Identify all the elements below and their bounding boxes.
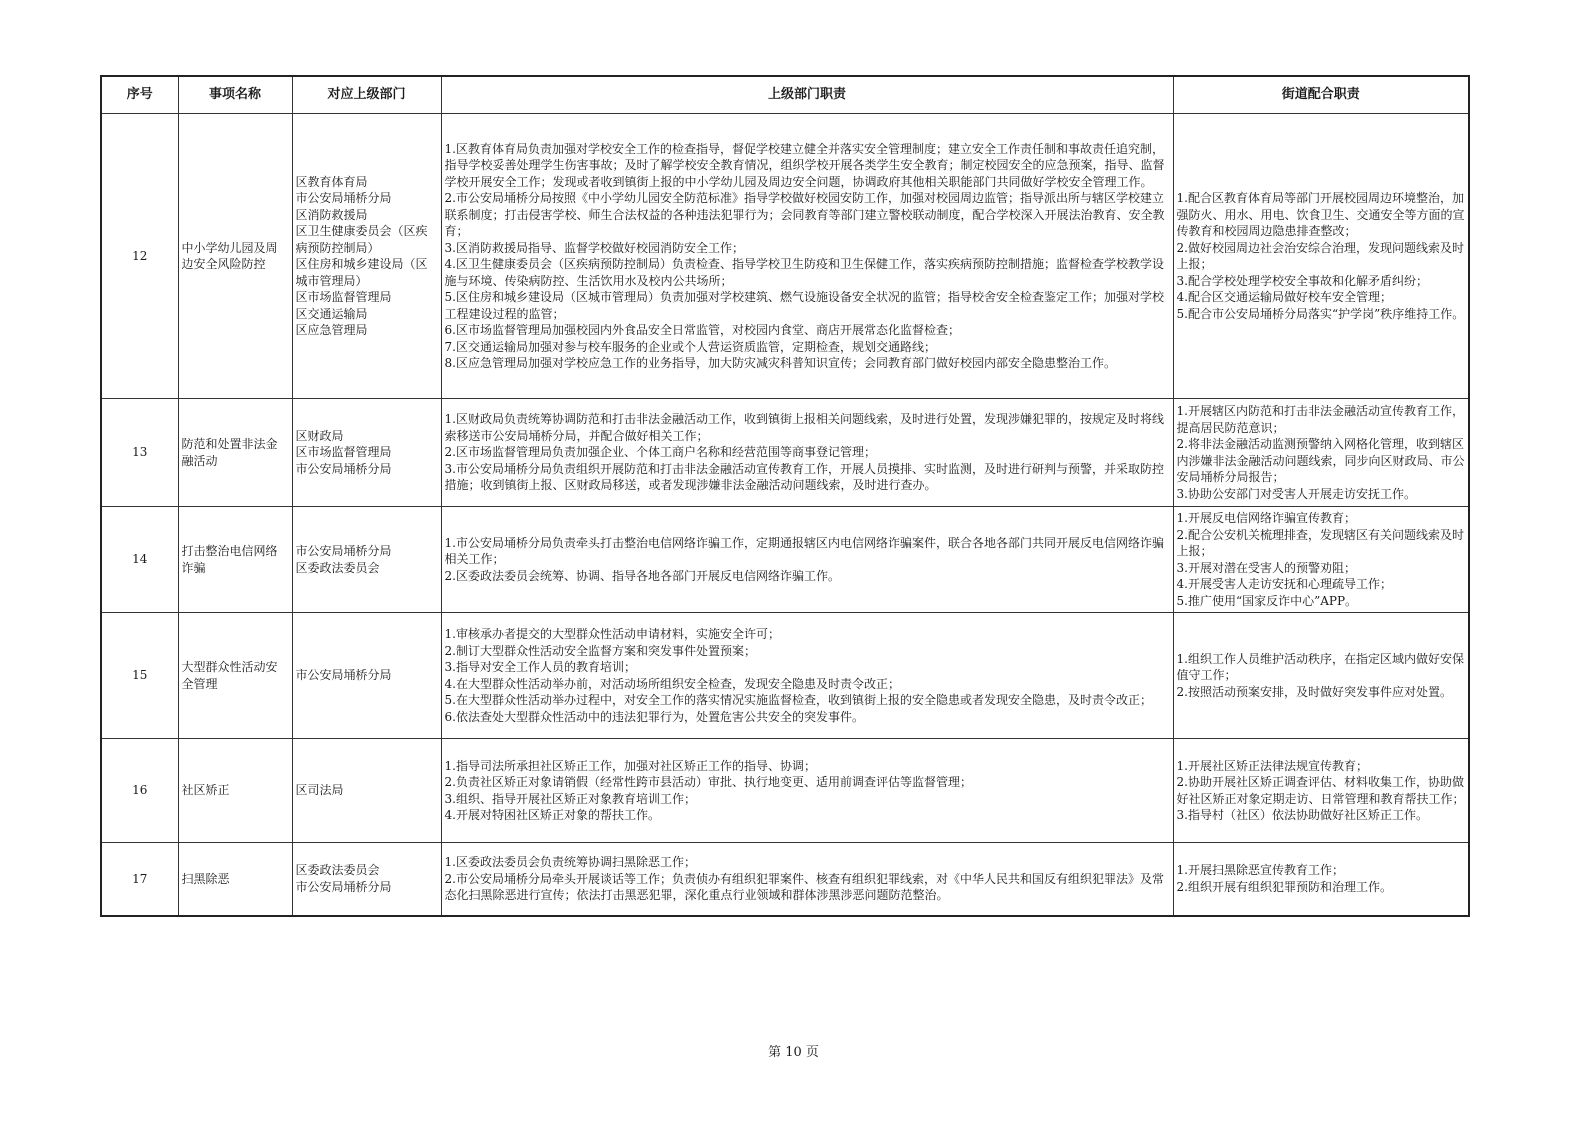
row-street-duties (1173, 739, 1469, 843)
row-item-name: 大型群众性活动安全管理 (178, 613, 292, 739)
row-upper-duties (441, 843, 1173, 916)
table-row (101, 843, 1469, 916)
upper-duty-item: 2.制订大型群众性活动安全监督方案和突发事件处置预案； (444, 643, 756, 658)
street-duty-item: 2.配合公安机关梳理排查，发现辖区有关问题线索及时上报； (1176, 527, 1464, 558)
page-number: 第 10 页 (768, 1045, 819, 1060)
upper-duty-item: 3.市公安局埇桥分局负责组织开展防范和打击非法金融活动宣传教育工作，开展人员摸排、实时监测，及时进行研判与预警，并采取防控措施；收到镇街上报、区财政局移送，或者发现涉嫌非法金融活动问题线索，及时进行查办。 (444, 461, 1164, 493)
upper-duty-item: 2.区市场监督管理局负责加强企业、个体工商户名称和经营范围等商事登记管理； (444, 445, 876, 460)
street-duty-item: 1.开展扫黑除恶宣传教育工作； (1176, 863, 1344, 878)
row-upper-duties (441, 399, 1173, 507)
table-body (101, 114, 1469, 916)
row-street-duties (1173, 613, 1469, 739)
street-duty-item: 4.配合区交通运输局做好校车安全管理； (1176, 290, 1392, 304)
row-seq: 13 (101, 399, 178, 507)
table-row (101, 613, 1469, 739)
upper-duty-item: 1.市公安局埇桥分局负责牵头打击整治电信网络诈骗工作，定期通报辖区内电信网络诈骗案件，联合各地各部门共同开展反电信网络诈骗相关工作； (444, 535, 1164, 567)
row-seq: 14 (101, 507, 178, 613)
department-name: 市公安局埇桥分局 (295, 879, 392, 894)
street-duty-item: 1.组织工作人员维护活动秩序，在指定区域内做好安保值守工作； (1176, 651, 1464, 683)
upper-duty-item: 2.负责社区矫正对象请销假（经常性跨市县活动）审批、执行地变更、适用前调查评估等监督管理； (444, 775, 972, 789)
row-upper-duties (441, 613, 1173, 739)
street-duty-item: 3.协助公安部门对受害人开展走访安抚工作。 (1176, 486, 1416, 501)
header-department: 对应上级部门 (292, 76, 441, 114)
department-name: 区市场监督管理局 (295, 445, 392, 460)
upper-duty-item: 1.指导司法所承担社区矫正工作，加强对社区矫正工作的指导、协调； (444, 758, 816, 773)
upper-duty-item: 3.组织、指导开展社区矫正对象教育培训工作； (444, 791, 696, 806)
upper-duty-item: 1.区教育体育局负责加强对学校安全工作的检查指导，督促学校建立健全并落实安全管理制度；建立安全工作责任制和事故责任追究制，指导学校妥善处理学生伤害事故；及时了解学校安全教育情况，组织学校开展各类学生安全教育；制定校园安全的应急预案，指导、监督学校开展安全工作；发现或者收到镇街上报的中小学幼儿园及周边安全问题，协调政府其他相关职能部门共同做好学校安全管理工作。 (444, 141, 1165, 189)
row-upper-duties (441, 114, 1173, 399)
upper-duty-item: 1.区委政法委员会负责统筹协调扫黑除恶工作； (444, 855, 696, 869)
upper-duty-item: 4.区卫生健康委员会（区疾病预防控制局）负责检查、指导学校卫生防疫和卫生保健工作，落实疾病预防控制措施；监督检查学校教学设施与环境、传染病防控、生活饮用水及校内公共场所； (444, 257, 1164, 288)
table-row (101, 507, 1469, 613)
upper-duty-item: 6.依法查处大型群众性活动中的违法犯罪行为，处置危害公共安全的突发事件。 (444, 709, 864, 724)
row-item-name: 中小学幼儿园及周边安全风险防控 (178, 114, 292, 399)
upper-duty-item: 5.在大型群众性活动举办过程中，对安全工作的落实情况实施监督检查，收到镇街上报的安全隐患或者发现安全隐患，及时责令改正； (444, 693, 1152, 707)
department-name: 区财政局 (295, 428, 344, 443)
street-duty-item: 3.开展对潜在受害人的预警劝阻； (1176, 560, 1356, 575)
row-departments (292, 613, 441, 739)
street-duty-item: 5.配合市公安局埇桥分局落实“护学岗”秩序维持工作。 (1176, 306, 1465, 321)
row-departments (292, 114, 441, 399)
department-name: 区消防救援局 (295, 207, 368, 222)
street-duty-item: 2.将非法金融活动监测预警纳入网格化管理，收到辖区内涉嫌非法金融活动问题线索，同步向区财政局、市公安局埇桥分局报告； (1176, 437, 1465, 484)
upper-duty-item: 1.区财政局负责统筹协调防范和打击非法金融活动工作，收到镇街上报相关问题线索，及时进行处置，发现涉嫌犯罪的，按规定及时将线索移送市公安局埇桥分局，并配合做好相关工作； (444, 412, 1164, 443)
table-row (101, 739, 1469, 843)
header-street-duties: 街道配合职责 (1173, 76, 1469, 114)
row-item-name: 社区矫正 (178, 739, 292, 843)
department-name: 市公安局埇桥分局 (295, 668, 392, 683)
row-seq: 15 (101, 613, 178, 739)
row-departments (292, 843, 441, 916)
department-name: 区卫生健康委员会（区疾病预防控制局） (295, 224, 428, 255)
row-departments (292, 507, 441, 613)
row-seq: 17 (101, 843, 178, 916)
upper-duty-item: 2.市公安局埇桥分局牵头开展谈话等工作；负责侦办有组织犯罪案件、核查有组织犯罪线索，对《中华人民共和国反有组织犯罪法》及常态化扫黑除恶进行宣传；依法打击黑恶犯罪，深化重点行业领域和群体涉黑涉恶问题防范整治。 (444, 871, 1164, 902)
department-name: 区交通运输局 (295, 306, 368, 321)
department-name: 区委政法委员会 (295, 863, 380, 878)
upper-duty-item: 5.区住房和城乡建设局（区城市管理局）负责加强对学校建筑、燃气设施设备安全状况的监管；指导校舍安全检查鉴定工作；加强对学校工程建设过程的监管； (444, 290, 1164, 321)
upper-duty-item: 7.区交通运输局加强对参与校车服务的企业或个人营运资质监管，定期检查，规划交通路线； (444, 339, 936, 354)
street-duty-item: 2.组织开展有组织犯罪预防和治理工作。 (1176, 879, 1392, 894)
department-name: 区应急管理局 (295, 323, 368, 337)
department-name: 区司法局 (295, 783, 344, 798)
row-street-duties (1173, 507, 1469, 613)
row-street-duties (1173, 114, 1469, 399)
department-name: 区委政法委员会 (295, 560, 380, 575)
department-name: 区教育体育局 (295, 174, 368, 189)
row-seq: 12 (101, 114, 178, 399)
upper-duty-item: 2.区委政法委员会统筹、协调、指导各地各部门开展反电信网络诈骗工作。 (444, 568, 840, 583)
header-seq: 序号 (101, 76, 178, 114)
row-upper-duties (441, 507, 1173, 613)
street-duty-item: 2.协助开展社区矫正调查评估、材料收集工作，协助做好社区矫正对象定期走访、日常管理和教育帮扶工作； (1176, 775, 1465, 806)
row-departments (292, 739, 441, 843)
upper-duty-item: 8.区应急管理局加强对学校应急工作的业务指导，加大防灾减灾科普知识宣传；会同教育部门做好校园内部安全隐患整治工作。 (444, 356, 1116, 370)
duty-table (100, 75, 1470, 917)
row-street-duties (1173, 843, 1469, 916)
row-item-name: 扫黑除恶 (178, 843, 292, 916)
table-row (101, 114, 1469, 399)
upper-duty-item: 3.区消防救援局指导、监督学校做好校园消防安全工作； (444, 240, 744, 255)
department-name: 区住房和城乡建设局（区城市管理局） (295, 257, 428, 288)
upper-duty-item: 2.市公安局埇桥分局按照《中小学幼儿园安全防范标准》指导学校做好校园安防工作，加强对校园周边监管；指导派出所与辖区学校建立联系制度；打击侵害学校、师生合法权益的各种违法犯罪行为；会同教育等部门建立警校联动制度，配合学校深入开展法治教育、安全教育； (444, 191, 1165, 238)
header-upper-duties: 上级部门职责 (441, 76, 1173, 114)
street-duty-item: 1.配合区教育体育局等部门开展校园周边环境整治，加强防火、用水、用电、饮食卫生、交通安全等方面的宣传教育和校园周边隐患排查整改； (1176, 191, 1465, 238)
street-duty-item: 1.开展辖区内防范和打击非法金融活动宣传教育工作，提高居民防范意识； (1176, 404, 1464, 435)
street-duty-item: 4.开展受害人走访安抚和心理疏导工作； (1176, 577, 1392, 591)
row-seq: 16 (101, 739, 178, 843)
row-street-duties (1173, 399, 1469, 507)
table-header-row (101, 76, 1469, 114)
row-departments (292, 399, 441, 507)
street-duty-item: 2.做好校园周边社会治安综合治理，发现问题线索及时上报； (1176, 240, 1464, 271)
department-name: 市公安局埇桥分局 (295, 544, 392, 558)
row-upper-duties (441, 739, 1173, 843)
row-item-name: 打击整治电信网络诈骗 (178, 507, 292, 613)
table-row (101, 399, 1469, 507)
street-duty-item: 5.推广使用“国家反诈中心”APP。 (1176, 593, 1358, 608)
department-name: 区市场监督管理局 (295, 290, 392, 304)
street-duty-item: 1.开展反电信网络诈骗宣传教育； (1176, 511, 1356, 525)
upper-duty-item: 6.区市场监督管理局加强校园内外食品安全日常监管，对校园内食堂、商店开展常态化监督检查； (444, 323, 960, 337)
row-item-name: 防范和处置非法金融活动 (178, 399, 292, 507)
street-duty-item: 3.指导村（社区）依法协助做好社区矫正工作。 (1176, 808, 1428, 822)
upper-duty-item: 4.在大型群众性活动举办前，对活动场所组织安全检查，发现安全隐患及时责令改正； (444, 676, 900, 691)
upper-duty-item: 4.开展对特困社区矫正对象的帮扶工作。 (444, 808, 660, 822)
street-duty-item: 1.开展社区矫正法律法规宣传教育； (1176, 758, 1368, 773)
street-duty-item: 3.配合学校处理学校安全事故和化解矛盾纠纷； (1176, 273, 1428, 288)
street-duty-item: 2.按照活动预案安排，及时做好突发事件应对处置。 (1176, 684, 1452, 699)
department-name: 市公安局埇桥分局 (295, 461, 392, 476)
upper-duty-item: 3.指导对安全工作人员的教育培训； (444, 660, 636, 674)
upper-duty-item: 1.审核承办者提交的大型群众性活动申请材料，实施安全许可； (444, 627, 780, 641)
department-name: 市公安局埇桥分局 (295, 191, 392, 205)
header-item-name: 事项名称 (178, 76, 292, 114)
document-sheet (100, 75, 1468, 917)
